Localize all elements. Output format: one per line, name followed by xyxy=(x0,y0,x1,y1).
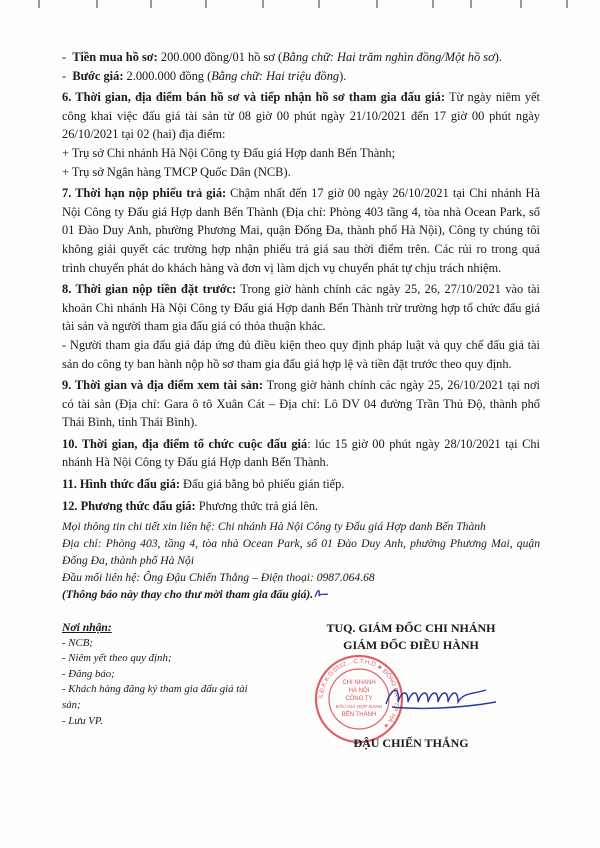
handwritten-signature xyxy=(382,680,502,714)
recipient-item: - Đăng báo; xyxy=(62,667,115,680)
section-8: 8. Thời gian nộp tiền đặt trước: Trong giờ hành chính các ngày 25, 26, 27/10/2021 vào tài khoản Chi nhánh Hà Nội Công ty Đấu giá Hợp danh Bến Thành trừ trường hợp tổ chức đấu giá tài sản và người tham gia đấu giá có thỏa thuận khác. xyxy=(62,282,540,334)
contact-line-3: Đầu mối liên hệ: Ông Đậu Chiến Thắng – Điện thoại: 0987.064.68 xyxy=(62,571,375,585)
section-9: 9. Thời gian và địa điểm xem tài sản: Trong giờ hành chính các ngày 25, 26/10/2021 tại nơi có tài sản (Địa chỉ: Gara ô tô Xuân Cát – Địa chỉ: Lô DV 04 đường Trần Thủ Độ, thành phố Thái Bình, tỉnh Thái Bình). xyxy=(62,378,540,430)
section-6-place-2: + Trụ sở Ngân hàng TMCP Quốc Dân (NCB). xyxy=(62,164,291,179)
svg-text:HÀ NỘI: HÀ NỘI xyxy=(348,688,370,694)
scan-top-edge xyxy=(0,0,600,10)
svg-text:CÔNG TY: CÔNG TY xyxy=(345,696,373,702)
document-body xyxy=(62,48,540,603)
contact-line-2: Địa chỉ: Phòng 403, tầng 4, tòa nhà Ocean Park, số 01 Đào Duy Anh, phường Phương Mai, quận Đống Đa, thành phố Hà Nội xyxy=(62,537,540,568)
notice-line: (Thông báo này thay cho thư mời tham gia đấu giá). xyxy=(62,586,540,603)
fee-item: - Tiền mua hồ sơ: 200.000 đồng/01 hồ sơ (Bằng chữ: Hai trăm nghìn đồng/Một hồ sơ). xyxy=(62,50,502,64)
section-11: 11. Hình thức đấu giá: Đấu giá bằng bỏ phiếu gián tiếp. xyxy=(62,477,345,492)
initial-mark-icon xyxy=(313,587,329,599)
recipients-block xyxy=(62,620,262,729)
signer-name: ĐẬU CHIẾN THẮNG xyxy=(353,736,469,750)
recipient-item: - Lưu VP. xyxy=(62,714,103,727)
step-item: - Bước giá: 2.000.000 đồng (Bằng chữ: Hai triệu đồng). xyxy=(62,68,347,83)
recipients-title: Nơi nhận: xyxy=(62,621,112,634)
signer-title-2: GIÁM ĐỐC ĐIỀU HÀNH xyxy=(343,638,479,652)
signer-block xyxy=(282,620,540,654)
section-6: 6. Thời gian, địa điểm bán hồ sơ và tiếp nhận hồ sơ tham gia đấu giá: Từ ngày niêm yết công khai việc đấu giá tài sản từ 08 giờ 00 phút ngày 21/10/2021 đến 17 giờ 00 phút ngày 26/10/2021 tại 02 (hai) địa điểm: xyxy=(62,90,540,142)
recipient-item: - Niêm yết theo quy định; xyxy=(62,652,172,665)
section-7: 7. Thời hạn nộp phiếu trả giá: Chậm nhất đến 17 giờ 00 ngày 26/10/2021 tại Chi nhánh Hà Nội Công ty Đấu giá Hợp danh Bến Thành (Địa chỉ: Phòng 403 tầng 4, tòa nhà Ocean Park, số 01 Đào Duy Anh, phường Phương Mai, quận Đống Đa, thành phố Hà Nội), Công ty chúng tôi không giải quyết các trường hợp nhận phiếu trả giá sau thời điểm trên. Các rủi ro trong quá trình chuyển phát do khách hàng và đơn vị làm dịch vụ chuyển phát tự chịu trách nhiệm. xyxy=(62,186,540,275)
svg-text:ĐẤU GIÁ HỢP DANH: ĐẤU GIÁ HỢP DANH xyxy=(335,705,383,710)
svg-text:CHI NHÁNH: CHI NHÁNH xyxy=(342,680,376,686)
svg-text:S.Đ.K.K.D.0312...-C.T.H.D ★ ĐỐ: S.Đ.K.K.D.0312...-C.T.H.D ★ ĐỐNG ĐA - T.P. HÀ ★ xyxy=(317,657,401,730)
contact-line-1: Mọi thông tin chi tiết xin liên hệ: Chi nhánh Hà Nội Công ty Đấu giá Hợp danh Bến Thành xyxy=(62,520,486,534)
recipient-item: - NCB; xyxy=(62,636,93,649)
section-8-note: - Người tham gia đấu giá đáp ứng đủ điều kiện theo quy định pháp luật và quy chế đấu giá tài sản do công ty ban hành nộp hồ sơ tham gia đấu giá hợp lệ và tiền đặt trước theo quy định. xyxy=(62,337,540,371)
signature-area xyxy=(62,620,540,760)
section-12: 12. Phương thức đấu giá: Phương thức trả giá lên. xyxy=(62,498,319,513)
recipient-item: - Khách hàng đăng ký tham gia đấu giá tài sản; xyxy=(62,683,248,711)
signer-title-1: TUQ. GIÁM ĐỐC CHI NHÁNH xyxy=(326,621,496,635)
section-10: 10. Thời gian, địa điểm tổ chức cuộc đấu giá: lúc 15 giờ 00 phút ngày 28/10/2021 tại Chi nhánh Hà Nội Công ty Đấu giá Hợp danh Bến Thành. xyxy=(62,436,540,470)
svg-text:BẾN THÀNH: BẾN THÀNH xyxy=(341,712,377,718)
section-6-place-1: + Trụ sở Chi nhánh Hà Nội Công ty Đấu giá Hợp danh Bến Thành; xyxy=(62,145,396,160)
